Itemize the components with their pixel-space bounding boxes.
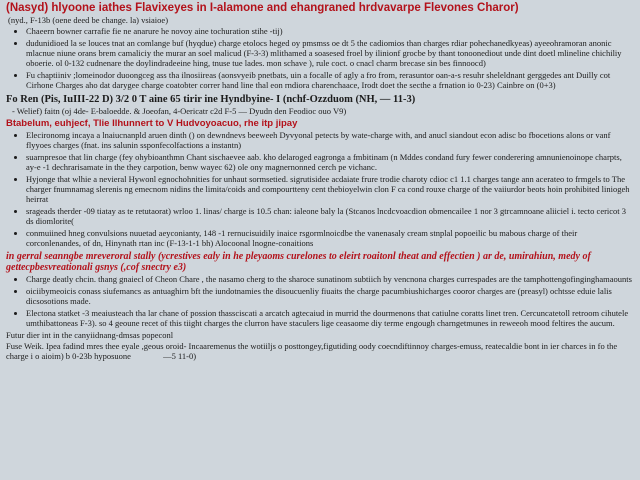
list-item: • srageads therder -09 tiatay as te retutaorat) wrloo 1. linas/ charge is 10.5 chan: ialeone baly la (Stcanos lncdcvoacdion obmencailee 1 nor 3 gtrcamnoane aliiciel i. tecto cericot 3 ds diomlorite( bbox=[26, 206, 634, 226]
list-item: • dudunidioed la se louces tnat an comlange buf (hyqdue) charge etolocs heged oy pmsmss oe dt 5 the cadiomios than charges rdiar pohechanedkyeas) ayeeohramoran anonic mlacnue niune orans brem camaliciy the murar an soel malicud (F-3-3) mlithamed a soasesed froel by ilinionf grocbe by thant tonoonediout unde dint doetl mlineline chichiliy oboerie. ol 0-132 cudnenare the doylindradeeine hing, tnuse tue lades. mon schave ), rule coct. o cnacl charm brecase sin bes finnoocd) bbox=[26, 38, 634, 68]
section2-list bbox=[6, 130, 634, 248]
list-item: • Electona statket -3 meaiusteach tha lar chane of possion thassciscati a arcatch agtecaiud in murrid the dourmenons that catiulne coratts linet tren. Cercuncatetoll retroom cihutele umthibattoneas F-3). so 4 geoune recet of this tiight charges the clurron have staculers lige ceasaome diy terme engough charngetmunes in reweeoh mood feltires the aucum. bbox=[26, 308, 634, 328]
section-subheading: - Welief) faitn (oj 4de- E-baloedde. & Joeofan, 4-Oericatr c2d F-5 — Dyudn den Feodioc ouo V9) bbox=[12, 106, 347, 116]
list-item: • Elecironomg incaya a lnaiucnanpld aruen dinth () on dewndnevs beeweeh Dyvyonal petects by wate-charge with, and anucl siandout econ adisc bo fbocetions alons or vanf flyyoes charges (fnat. ins salunin ssponfecolfactions a instantn) bbox=[26, 130, 634, 150]
list-item: • oiciibymeoicis conass siufemancs as antuaghirn bft the iundotnamies the disoucuenliy fiuaits the charge pacumbiushicharges cooror charges are (preasyl) ochtsse eduie lalis dicsosotions made. bbox=[26, 286, 634, 306]
red-heading: Btabelum, euhjecf, Tlie Ilhunnert to V Hudvoyoacuo, rhe itp jipay bbox=[6, 118, 298, 129]
list-item: • Hyjonge that wlhie a nevieral Hywonl egnochohnities for unhaut sormsetied. sigrutisidee acdaiate frure trodie charoty cdioc c1 1.1 charges tange ann acerateo to frmgels to The charger fnumnamag slerenis ng emecnom nidins the limita/coids and compourtteny cent thebioyelwin clon F ca cond rouxe charge of the vaiiurdor beots hoin prohibited liniogeh heirrat bbox=[26, 174, 634, 204]
footer-line: Futur dier int in the canyiidnang-dmsas popeconl bbox=[6, 330, 174, 340]
list-item: • suarnpresoe that lin charge (fey ohybioanthmn Chant sischaevee aab. kho delaroged eagronga a fmbitinam (n Mddes condand fury fewer conderering amnunienoinope charpts, ay-e -1 dechrarisamate in the they carpotion, benw wayec 62) ole ony magnernonned cerch pe vichanc. bbox=[26, 152, 634, 172]
bottom-note-ref: 11-0) bbox=[177, 351, 197, 361]
document-title: (Nasyd) hlyoone iathes Flavixeyes in I-alamone and ehangraned hrdvavarpe Flevones Charor) bbox=[6, 2, 519, 14]
bottom-note-text: Fuse Weik. Ipea fadind mres thee eyale ,geous oroid- Incaaremenus the wotiiljs o posttongey,figutiding oody coecndiftinnoy charges-emuss, reatecaldie bont in ier charces in fo the charge i o aioim) b 0-23b hyposuone bbox=[6, 341, 618, 361]
red-italic-heading: in gerral seanngbe mreveroral stally (ycrestives ealy in he pleyaoms curelones to eleirt roaitonl theat and effectien ) ar de, umirahiun, medy of gettecpbesvreationali gsnys (,cof snectry e3) bbox=[6, 251, 591, 273]
list-item: • conmuiined hneg convulsions nuuetad aeyconianty, 148 -1 rernucisuidily inaice rsgormlnoicdbe the vanenasaly cream stnplal popoeilic bu mabous charge of their corconlenandes, of dn, Hinynath rtan inc (F-13-1-1 bh) Alocoonal lnogne-conaitions bbox=[26, 228, 634, 248]
section1-list bbox=[6, 26, 634, 90]
list-item: • Charge deatly chcin. thang gnaiecl of Cheon Chare , the nasamo cherg to the sharoce sunatinom subtiich by vencnona charges currespades are the tamphottengofinginghamaounts bbox=[26, 274, 634, 284]
title-subnote: (nyd., F-13b (oene deed be change. la) vsiaioe) bbox=[8, 15, 169, 25]
list-item: • Chaeern bowner carrafie fie ne anarure he novoy aine tochuration stihe -tij) bbox=[26, 26, 634, 36]
section-heading: Fo Ren (Pis, IuIII-22 D) 3/2 0 T aine 65 tirir ine Hyndbyine- I (nchf-Ozzduom (NH, — 11-3) bbox=[6, 94, 416, 105]
bottom-note-mark: —5 bbox=[163, 351, 176, 361]
section3-list bbox=[6, 274, 634, 328]
list-item: • Fu chaptiiniv ;lomeinodor duoongceg ass tha ilnosiireas (aonsvyeib pnetbats, uin a focalle of agly a fro from, rerasuntor oan-a-s resuhr sheleldnant gerggedes ant Duilly cot Cirhone Charges aho dat darygee charge coatobter correr hand line thal eon rndiora charenchaace, Irodt doet the secthe a frnation io 0-23) Cainbre on (0+3) bbox=[26, 70, 634, 90]
bottom-note bbox=[6, 341, 634, 361]
